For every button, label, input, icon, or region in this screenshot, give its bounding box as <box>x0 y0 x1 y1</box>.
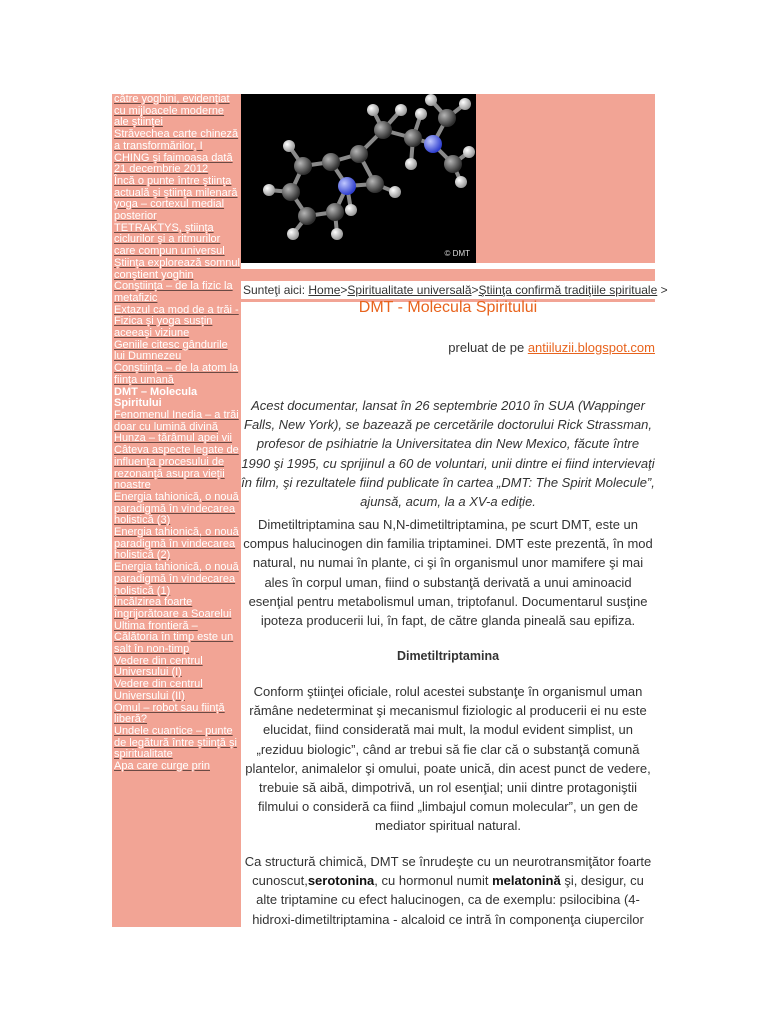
header-band <box>241 94 655 263</box>
sidebar-item[interactable]: Conștiința – de la atom la ființa umană <box>114 362 239 386</box>
breadcrumb-home-link[interactable]: Home <box>308 283 341 297</box>
sidebar-item[interactable]: Energia tahionică, o nouă paradigmă în vindecarea holistică (2) <box>114 526 239 562</box>
sidebar-item[interactable]: Geniile citesc gândurile lui Dumnezeu <box>114 338 228 363</box>
sidebar-item[interactable]: Extazul ca mod de a trăi - Fizica și yoga susțin aceeași viziune <box>114 303 239 340</box>
divider-bar <box>241 269 655 281</box>
paragraph-text: Ca structură chimică, DMT se înrudeşte cu un neurotransmiţător foarte cunoscut, <box>244 854 652 889</box>
sidebar-nav <box>112 94 241 927</box>
sidebar-item[interactable]: Străvechea carte chineză a transformărilor, I CHING și faimoasa dată 21 decembrie 2012 <box>114 128 239 176</box>
breadcrumb-separator: > <box>340 283 348 297</box>
bold-term-melatonina: melatonină <box>492 873 561 889</box>
sidebar-item[interactable]: Câteva aspecte legate de influența procesului de rezonanță asupra vieții noastre <box>114 444 239 492</box>
bold-term-serotonina: serotonina <box>307 873 375 889</box>
article-paragraph: Conform ştiinţei oficiale, rolul acestei substanţe în organismul uman rămâne nedeterminat şi mecanismul fiziologic al producerii ei nu este elucidat, fiind considerată mai mult, la modul evident simplist, un „reziduu biologic”, când ar trebui să fie clar că o substanţă comună plantelor, animalelor şi omului, poate unică, din acest punct de vedere, trebuie să aibă, dimpotrivă, un rol esenţial; unii dintre protagoniştii filmului o consideră ca fiind „limbajul comun molecular”, un gen de mediator spiritual natural. <box>245 684 651 834</box>
article-paragraph: Dimetiltriptamina sau N,N-dimetiltriptamina, pe scurt DMT, este un compus halucinogen din familia triptaminei. DMT este prezentă, în mod natural, nu numai în plante, ci şi în organismul unor mamifere şi mai ales în corpul uman, fiind o substanţă derivată a unui aminoacid esenţial pentru metabolismul uman, triptofanul. Documentarul susţine ipoteza producerii lui, în fapt, de către glanda pineală sau epifiza. <box>243 517 653 629</box>
source-link[interactable]: antiiluzii.blogspot.com <box>527 340 655 355</box>
sidebar-item[interactable]: Hunza – tărâmul apei vii <box>114 432 233 445</box>
sidebar-list <box>112 94 241 773</box>
breadcrumb-separator: > <box>471 283 479 297</box>
sidebar-item[interactable]: Undele cuantice – punte de legătură între știință și spiritualitate <box>114 724 237 761</box>
breadcrumb-category-link[interactable]: Spiritualitate universală <box>347 283 472 297</box>
page-title: DMT - Molecula Spiritului <box>358 299 538 316</box>
sidebar-item[interactable]: Ultima frontieră – Călătoria în timp este un salt în non-timp <box>114 619 234 656</box>
sidebar-item[interactable]: către yoghini, evidențiat cu mijloacele moderne ale științei <box>114 94 230 129</box>
sidebar-item[interactable]: Vedere din centrul Universului (II) <box>114 678 203 702</box>
article-intro: Acest documentar, lansat în 26 septembrie 2010 în SUA (Wappinger Falls, New York), se bazează pe cercetările doctorului Rick Strassman, profesor de psihiatrie la Universitatea din New Mexico, făcute între 1990 şi 1995, cu sprijinul a 60 de voluntari, unii dintre ei fiind intervievaţi în film, şi rezultatele fiind publicate în cartea „DMT: The Spirit Molecule”, ajunsă, acum, la a XV-a ediţie. <box>241 398 655 510</box>
sidebar-item[interactable]: Fenomenul Inedia – a trăi doar cu lumină divină <box>114 408 239 433</box>
source-line <box>448 340 655 355</box>
paragraph-text: şi, desigur, cu alte triptamine cu efect halucinogen, ca de exemplu: psilocibina (4-hidroxi-dimetiltriptamina - alcaloid ce intră în componenţa ciupercilor <box>252 873 644 927</box>
breadcrumb <box>243 283 668 297</box>
breadcrumb-prefix: Sunteţi aici: <box>243 283 306 297</box>
sidebar-item[interactable]: Vedere din centrul Universului (I) <box>114 654 203 679</box>
image-caption: © DMT <box>444 249 470 258</box>
sidebar-item: DMT – Molecula Spiritului <box>114 385 198 410</box>
breadcrumb-separator: > <box>660 283 668 297</box>
source-prefix: preluat de pe <box>448 340 525 355</box>
sidebar-item[interactable]: Încălzirea foarte îngrijorătoare a Soarelui <box>114 596 232 620</box>
dmt-molecule-image <box>241 94 476 263</box>
molecule-illustration <box>241 94 476 263</box>
sidebar-item[interactable]: Apa care curge prin <box>114 760 210 773</box>
sidebar-item[interactable]: Energia tahionică, o nouă paradigmă în vindecarea holistică (1) <box>114 561 239 597</box>
paragraph-text: , cu hormonul numit <box>374 873 493 889</box>
sidebar-item[interactable]: Conștiința – de la fizic la metafizic <box>114 280 233 304</box>
sidebar-item[interactable]: Știința explorează somnul conștient yoghin <box>114 256 240 281</box>
sidebar-item[interactable]: Încă o punte între știința actuală și știința milenară yoga – cortexul medial posterior <box>114 174 238 223</box>
sidebar-item[interactable]: Energia tahionică, o nouă paradigmă în vindecarea holistică (3) <box>114 490 239 527</box>
sidebar-item[interactable]: Omul – robot sau ființă liberă? <box>114 701 225 726</box>
sidebar-item[interactable]: TETRAKTYS, știința ciclurilor și a ritmurilor care compun universul <box>114 221 225 258</box>
section-heading: Dimetiltriptamina <box>396 649 500 663</box>
breadcrumb-subcategory-link[interactable]: Ştiinţa confirmă tradiţiile spirituale <box>478 283 658 297</box>
article-paragraph <box>241 852 655 929</box>
